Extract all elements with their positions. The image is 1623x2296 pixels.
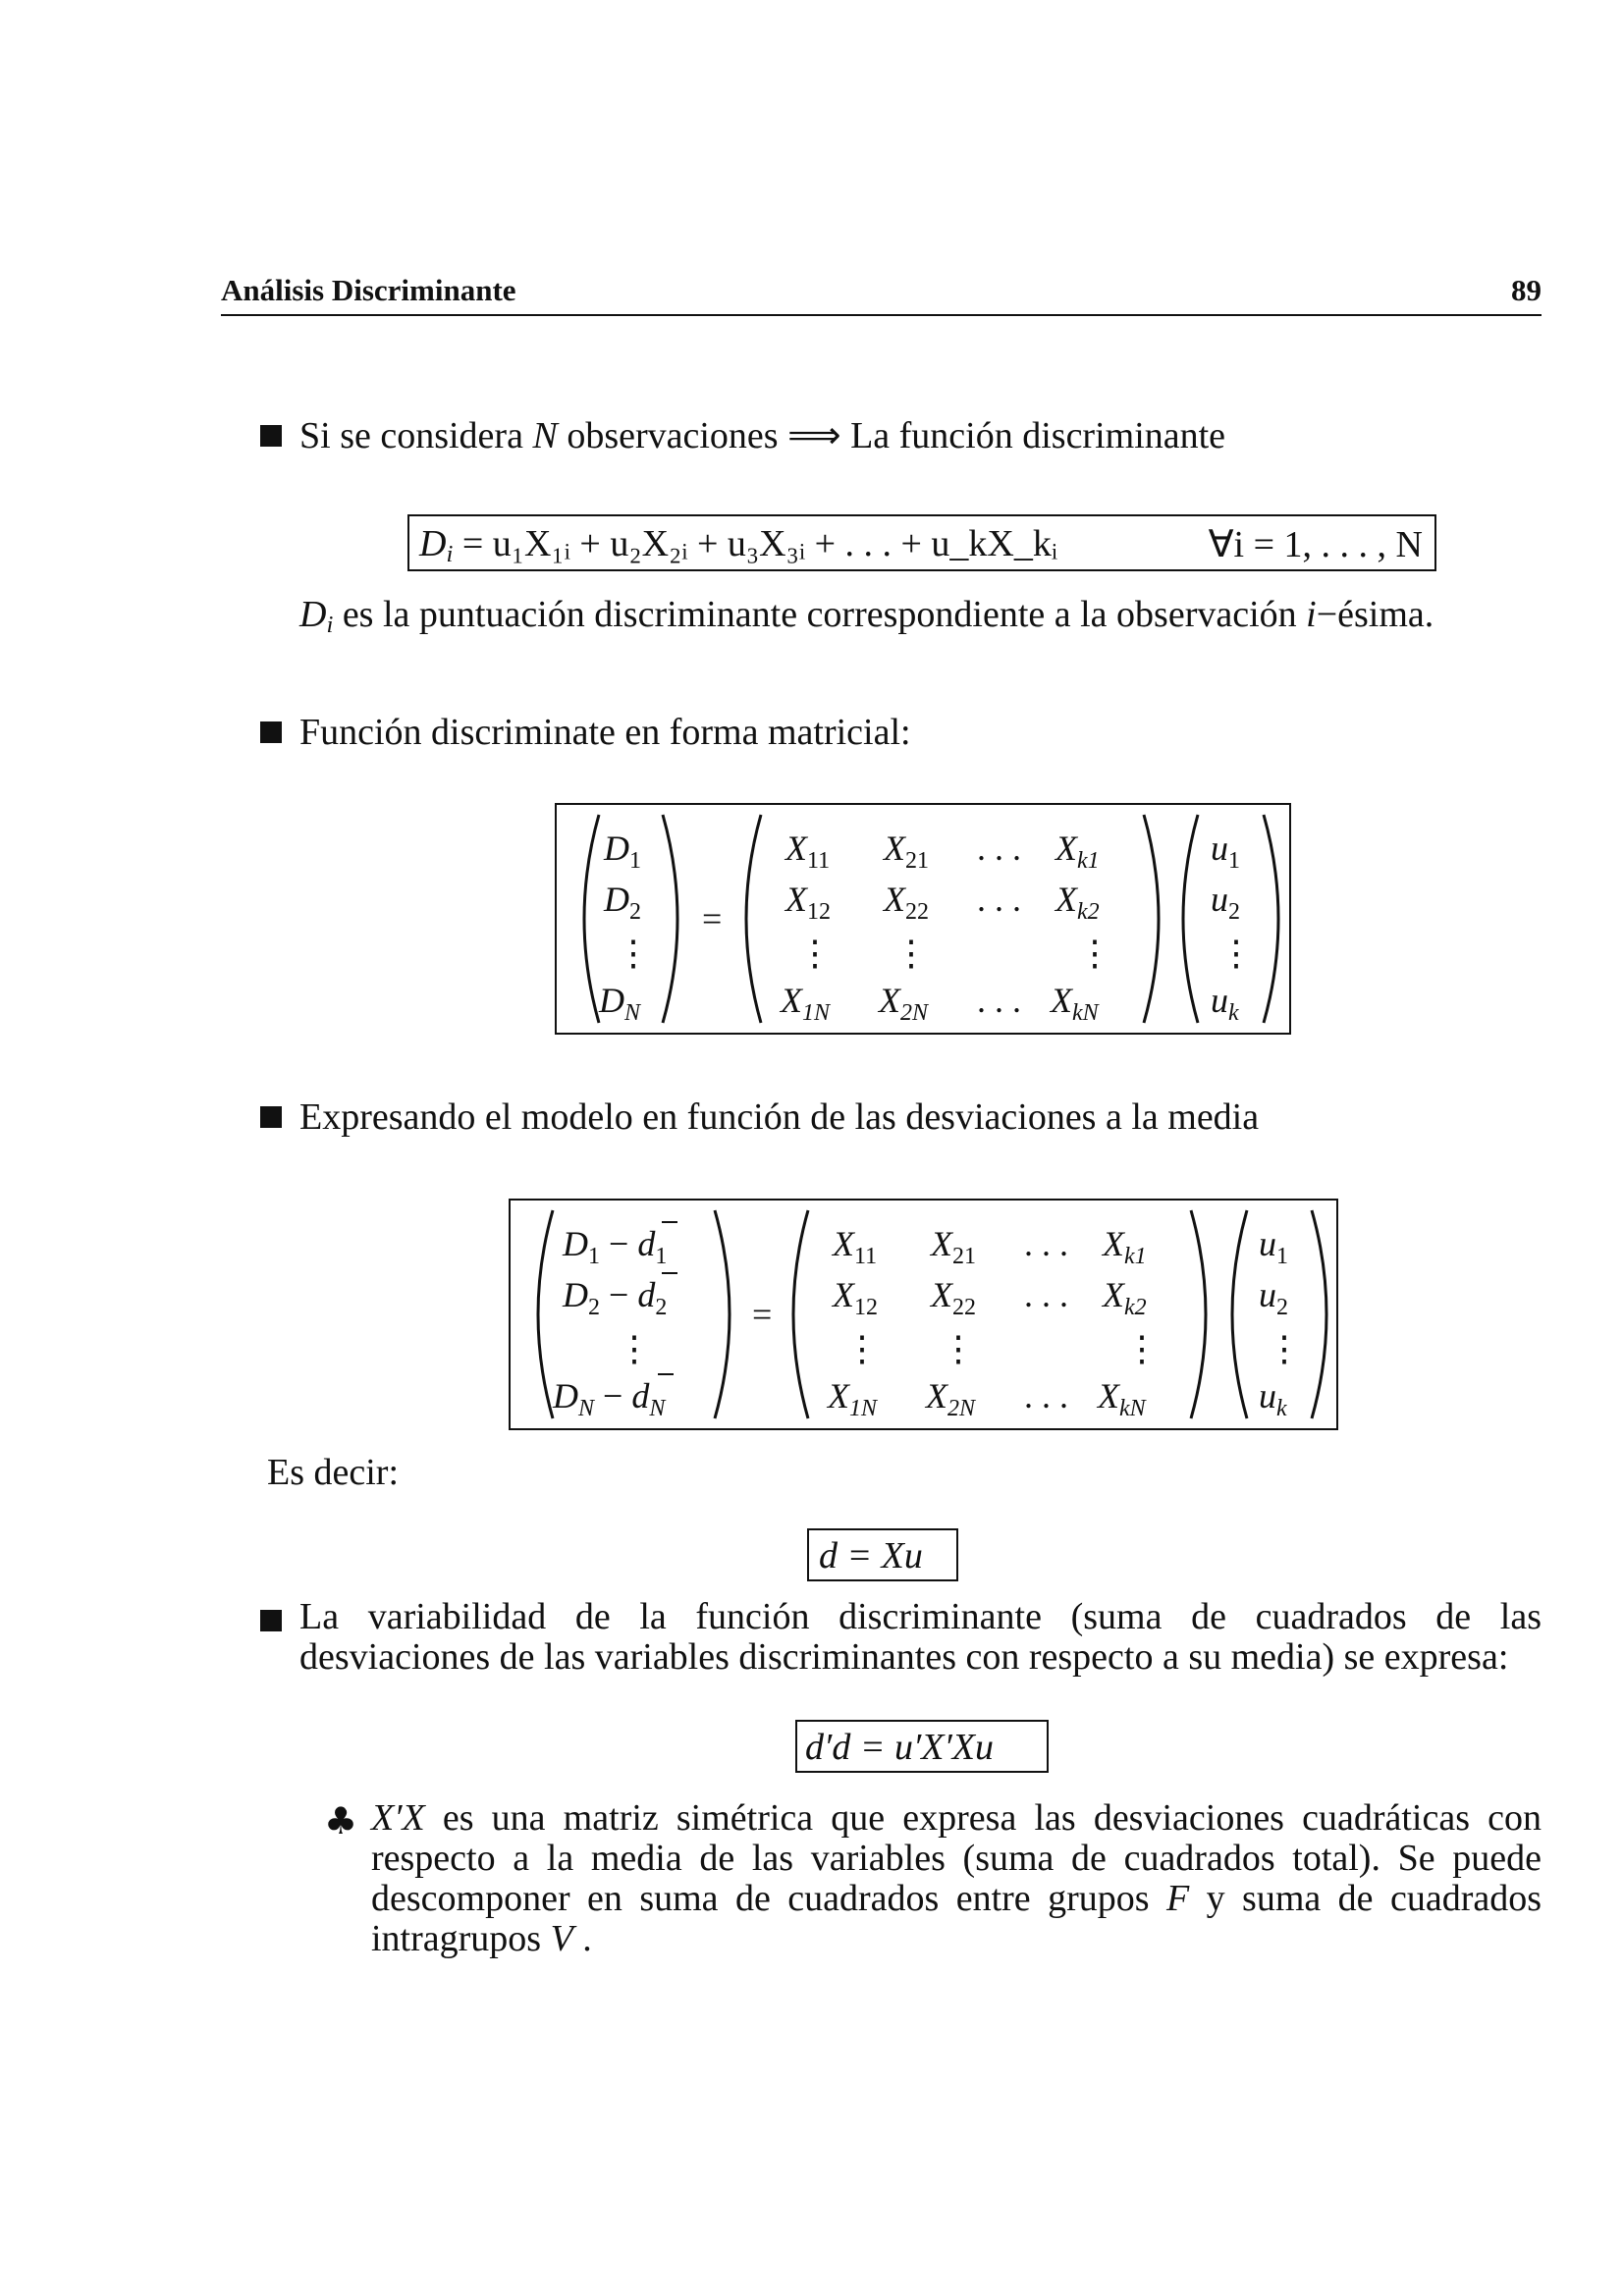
formula-d-xu: d = Xu [807,1528,958,1581]
svg-text:Xk2: $X_{k2}$ [1103,1275,1147,1320]
formula-variability: d′d = u′X′Xu [795,1720,1049,1773]
svg-text:Xk1: $X_{k1}$ [1103,1224,1147,1269]
svg-text:u2: $u_2$ [1211,880,1240,925]
discriminant-function-formula: $D_i$ = u₁X₁ᵢ + u₂X₂ᵢ + u₃X₃ᵢ + . . . + u_kX_kᵢ ∀i = 1, . . . , N [407,514,1436,571]
es-decir-label: Es decir: [267,1452,400,1493]
svg-text:. . .: . . . [1024,1376,1068,1415]
bullet2-text: Función discriminate en forma matricial: [299,712,911,753]
svg-text:⋮: ⋮ [617,1329,652,1368]
svg-text:D2 − d2: $D_2 - d_2$ [563,1275,668,1320]
bullet-square-icon [260,1610,282,1631]
running-header [221,273,1542,316]
bullet-square-icon [260,721,282,743]
svg-text:X12: $X_{12}$ [833,1275,878,1320]
svg-text:⋮: ⋮ [893,934,929,973]
bullet1-text: Si se considera N observaciones ⟹ La función discriminante [299,415,1226,456]
svg-text:. . .: . . . [1024,1224,1068,1263]
svg-text:XkN: $X_{kN}$ [1051,981,1099,1026]
formula-rhs: = u₁X₁ᵢ + u₂X₂ᵢ + u₃X₃ᵢ + . . . + u_kX_kᵢ [461,523,1058,564]
bullet4-text: La variabilidad de la función discriminante (suma de cuadrados de las desviaciones de las variables discriminantes con respecto a su media) se expresa: [299,1596,1542,1678]
svg-text:⋮: ⋮ [1077,934,1112,973]
svg-text:XkN: $X_{kN}$ [1098,1376,1146,1421]
club-suit-icon: ♣ [324,1799,358,1842]
svg-text:⋮: ⋮ [1218,934,1254,973]
svg-text:X11: $X_{11}$ [785,828,831,874]
svg-text:uk: $u_k$ [1211,981,1239,1026]
svg-text:X2N: $X_{2N}$ [879,981,929,1026]
matrix-equation [555,803,1291,1035]
svg-text:. . .: . . . [977,828,1021,868]
svg-text:⋮: ⋮ [1124,1329,1160,1368]
svg-text:⋮: ⋮ [616,934,651,973]
svg-text:Xk2: $X_{k2}$ [1055,880,1100,925]
svg-text:u1: $u_1$ [1211,828,1240,874]
page-number: 89 [1511,273,1542,307]
svg-text:. . .: . . . [1024,1275,1068,1314]
svg-text:⋮: ⋮ [797,934,833,973]
svg-text:u1: $u_1$ [1259,1224,1288,1269]
svg-text:D1 − d1: $D_1 - d_1$ [563,1224,668,1269]
svg-text:X22: $X_{22}$ [884,880,929,925]
svg-text:X21: $X_{21}$ [884,828,929,874]
svg-text:⋮: ⋮ [1267,1329,1302,1368]
svg-text:X22: $X_{22}$ [931,1275,976,1320]
deviation-matrix-equation [509,1199,1338,1430]
svg-text:u2: $u_2$ [1259,1275,1288,1320]
svg-text:=: = [752,1295,773,1334]
svg-text:D2: $D_2$ [604,880,641,925]
svg-text:. . .: . . . [977,880,1021,919]
svg-text:X21: $X_{21}$ [931,1224,976,1269]
svg-text:uk: $u_k$ [1259,1376,1287,1421]
svg-text:X1N: $X_{1N}$ [828,1376,878,1421]
bullet3-text: Expresando el modelo en función de las desviaciones a la media [299,1096,1260,1138]
svg-text:DN − dN: $D_N - d_N$ [553,1376,666,1421]
svg-text:Xk1: $X_{k1}$ [1055,828,1100,874]
bullet-square-icon [260,1106,282,1128]
svg-text:⋮: ⋮ [844,1329,880,1368]
di-description: $D_i$ es la puntuación discriminante correspondiente a la observación i−ésima. [299,594,1434,639]
svg-text:X11: $X_{11}$ [833,1224,878,1269]
svg-text:DN: $D_N$ [599,981,641,1026]
svg-text:=: = [702,899,723,938]
svg-text:X12: $X_{12}$ [785,880,831,925]
formula-forall: ∀i = 1, . . . , N [1208,524,1423,565]
svg-text:D1: $D_1$ [604,828,641,874]
club-item-text: X′X es una matriz simétrica que expresa las desviaciones cuadráticas con respecto a la media de las variables (suma de cuadrados total). Se puede descomponer en suma de cuadrados entre grupos F y suma de cuadrados intragrupos V . [371,1797,1542,1959]
svg-text:X1N: $X_{1N}$ [781,981,831,1026]
svg-text:. . .: . . . [977,981,1021,1020]
header-title: Análisis Discriminante [221,273,516,307]
svg-text:⋮: ⋮ [941,1329,976,1368]
svg-text:X2N: $X_{2N}$ [926,1376,976,1421]
bullet-square-icon [260,425,282,447]
